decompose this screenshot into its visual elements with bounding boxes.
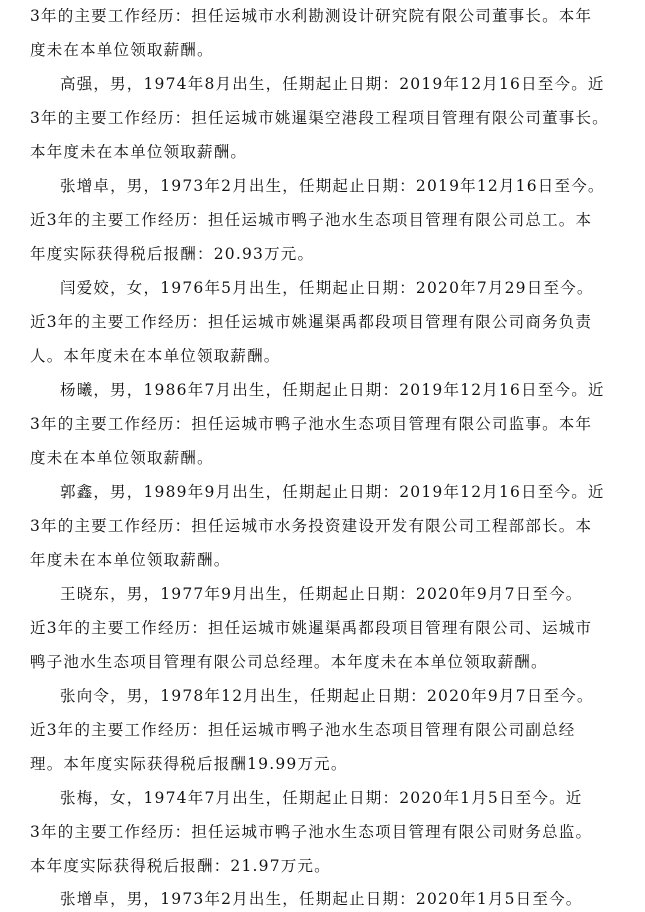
paragraph-first-line: 张向令，男，1978年12月出生，任期起止日期：2020年9月7日至今。 [60, 687, 594, 705]
text-line: 人。本年度未在本单位领取薪酬。 [30, 347, 281, 365]
paragraph-first-line: 张梅，女，1974年7月出生，任期起止日期：2020年1月5日至今。近 [60, 789, 583, 807]
text-line: 3年的主要工作经历：担任运城市姚暹渠空港段工程项目管理有限公司董事长。 [30, 109, 609, 127]
text-line: 3年的主要工作经历：担任运城市鸭子池水生态项目管理有限公司监事。本年 [30, 415, 593, 433]
paragraph-first-line: 王晓东，男，1977年9月出生，任期起止日期：2020年9月7日至今。 [60, 585, 583, 603]
text-line: 近3年的主要工作经历：担任运城市鸭子池水生态项目管理有限公司总工。本 [30, 211, 593, 229]
text-line: 近3年的主要工作经历：担任运城市姚暹渠禹都段项目管理有限公司商务负责 [30, 313, 593, 331]
text-line: 3年的主要工作经历：担任运城市水务投资建设开发有限公司工程部部长。本 [30, 517, 593, 535]
text-line: 3年的主要工作经历：担任运城市鸭子池水生态项目管理有限公司财务总监。 [30, 823, 593, 841]
paragraph-first-line: 闫爱姣，女，1976年5月出生，任期起止日期：2020年7月29日至今。 [60, 279, 594, 297]
text-line: 近3年的主要工作经历：担任运城市姚暹渠禹都段项目管理有限公司、运城市 [30, 619, 593, 637]
text-line: 近3年的主要工作经历：担任运城市鸭子池水生态项目管理有限公司副总经 [30, 721, 576, 739]
text-line: 度未在本单位领取薪酬。 [30, 41, 214, 59]
text-line: 理。本年度实际获得税后报酬19.99万元。 [30, 755, 348, 773]
paragraph-first-line: 杨曦，男，1986年7月出生，任期起止日期：2019年12月16日至今。近 [60, 381, 605, 399]
paragraph-first-line: 郭鑫，男，1989年9月出生，任期起止日期：2019年12月16日至今。近 [60, 483, 605, 501]
text-line: 鸭子池水生态项目管理有限公司总经理。本年度未在本单位领取薪酬。 [30, 653, 548, 671]
text-line: 本年度未在本单位领取薪酬。 [30, 143, 248, 161]
text-line: 3年的主要工作经历：担任运城市水利勘测设计研究院有限公司董事长。本年 [30, 7, 593, 25]
text-line: 年度未在本单位领取薪酬。 [30, 551, 231, 569]
text-line: 本年度实际获得税后报酬：21.97万元。 [30, 857, 331, 875]
text-line: 年度实际获得税后报酬：20.93万元。 [30, 245, 315, 263]
paragraph-first-line: 张增卓，男，1973年2月出生，任期起止日期：2020年1月5日至今。 [60, 890, 583, 908]
paragraph-first-line: 张增卓，男，1973年2月出生，任期起止日期：2019年12月16日至今。 [60, 177, 605, 195]
text-line: 度未在本单位领取薪酬。 [30, 449, 214, 467]
paragraph-first-line: 高强，男，1974年8月出生，任期起止日期：2019年12月16日至今。近 [60, 75, 605, 93]
